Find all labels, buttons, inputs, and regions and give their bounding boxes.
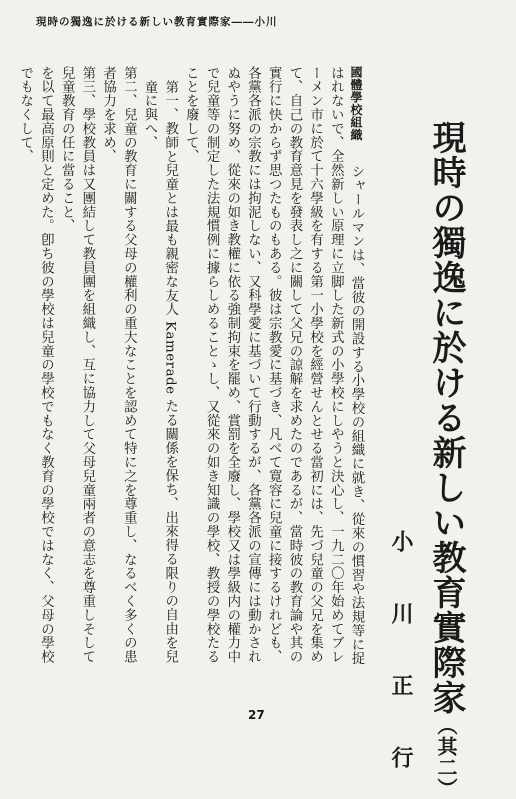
- principle-item-2: 第二、兒童の教育に關する父母の權利の重大なことを認めて特に之を尊重し、なるべく多くの患者協力を求め、: [100, 66, 137, 664]
- principle-item-3: 第三、學校教員は又團結して教員團を組織し、互に協力して父母兒童兩者の意志を尊重しそして兒童教育の任に當ること、: [59, 66, 95, 664]
- principle-item-1: 第一、教師と兒童とは最も親密な友人 Kamerade たる關係を保ち、出來得る限りの自由を兒童に與へ、: [141, 80, 178, 664]
- section-sidehead: 國體學校組織: [349, 66, 363, 141]
- author-name: 小 川 正 行: [388, 530, 414, 782]
- paragraph-1-text: シャールマンは、當彼の開設する小學校の組織に就き、從來の慣習や法規等に捉はれないで、全然新しい原理に立脚した新式の小學校にしやうと決心し、一九二〇年始めてブレーメン市に於て十六學級を有する第一小學校を經營せんとせる當初には、先づ兒童の父兄を集めて、自己の教育意見を發表し之に關して父兄の諒解を求めたのであるが、當時彼の教育論や其の實行に快からず思つたものもある。彼は宗教愛に基づき、凡べて寛容に兒童に接するけれども、各黨各派の宗教には拘泥しない、又科學愛に基づいて行動するが、各黨各派の宣傳には動かされぬやうに努め、從來の如き教權に依る強制拘束を罷め、賞罰を全廢し、學校又は學級内の權力中で兒童等の制定した法規慣例に據らしめることゝし、又從來の如き知識の學校、教授の學校たることを廢して、: [183, 66, 364, 666]
- page-number: 27: [248, 708, 265, 722]
- article-title-text: 現時の獨逸に於ける新しい教育實際家: [426, 120, 466, 715]
- article-title: [426, 120, 466, 799]
- paragraph-1: [180, 66, 366, 676]
- article-title-part: （其二）: [434, 715, 458, 799]
- closing-paragraph: を以て最高原則と定めた。卽ち彼の學校は兒童の學校でもなく教育の學校ではなく、父母の學校でもなくして、: [17, 66, 54, 664]
- running-header: 現時の獨逸に於ける新しい教育實際家――小川: [36, 16, 278, 28]
- article-body: [17, 66, 366, 676]
